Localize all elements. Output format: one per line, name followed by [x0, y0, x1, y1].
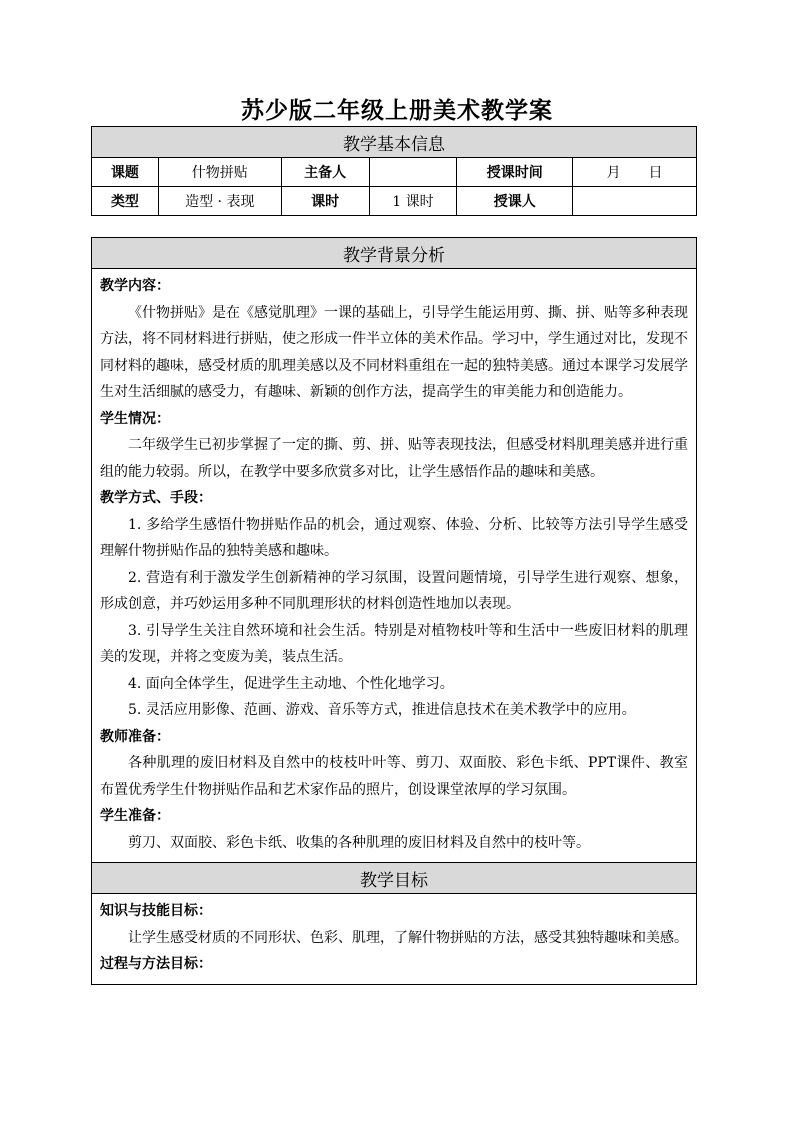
- method-label: 教学方式、手段：: [100, 490, 212, 506]
- background-content: [92, 269, 697, 863]
- basic-info-table: [91, 126, 697, 216]
- content-text: 《什物拼贴》是在《感觉肌理》一课的基础上，引导学生能运用剪、撕、拼、贴等多种表现方法，将不同材料进行拼贴，使之形成一件半立体的美术作品。学习中，学生通过对比，发现不同材料的趣味，感受材质的肌理美感以及不同材料重组在一起的独特美感。通过本课学习发展学生对生活细腻的感受力，有趣味、新颖的创作方法，提高学生的审美能力和创造能力。: [100, 304, 688, 400]
- method-item: 3. 引导学生关注自然环境和社会生活。特别是对植物枝叶等和生活中一些废旧材料的肌理美的发现，并将之变废为美，装点生活。: [100, 622, 688, 665]
- background-table: [91, 237, 697, 985]
- basic-info-header: 教学基本信息: [92, 127, 697, 158]
- preparer-label: 主备人: [281, 158, 369, 187]
- process-label: 过程与方法目标：: [100, 956, 212, 972]
- knowledge-label: 知识与技能目标：: [100, 903, 212, 919]
- time-label: 授课时间: [457, 158, 573, 187]
- hours-value: 1 课时: [369, 187, 457, 216]
- method-item: 5. 灵活应用影像、范画、游戏、音乐等方式，推进信息技术在美术教学中的应用。: [128, 702, 636, 718]
- knowledge-text: 让学生感受材质的不同形状、色彩、肌理，了解什物拼贴的方法，感受其独特趣味和美感。: [128, 929, 688, 946]
- teacher-prep-label: 教师准备：: [100, 728, 170, 745]
- method-item: 2. 营造有利于激发学生创新精神的学习氛围，设置问题情境，引导学生进行观察、想象，形成创意，并巧妙运用多种不同肌理形状的材料创造性地加以表现。: [100, 569, 688, 612]
- content-label: 教学内容：: [100, 278, 170, 294]
- goals-header: 教学目标: [92, 863, 697, 894]
- hours-label: 课时: [281, 187, 369, 216]
- page-title: 苏少版二年级上册美术教学案: [241, 98, 553, 124]
- student-prep-label: 学生准备：: [100, 808, 170, 824]
- preparer-value: [369, 158, 457, 187]
- student-text: 二年级学生已初步掌握了一定的撕、剪、拼、贴等表现技法，但感受材料肌理美感并进行重组的能力较弱。所以，在教学中要多欣赏多对比，让学生感悟作品的趣味和美感。: [100, 437, 688, 480]
- goals-content: [92, 894, 697, 985]
- topic-value: 什物拼贴: [158, 158, 281, 187]
- method-item: 1. 多给学生感悟什物拼贴作品的机会，通过观察、体验、分析、比较等方法引导学生感受理解什物拼贴作品的独特美感和趣味。: [100, 516, 688, 559]
- teacher-prep-text: 各种肌理的废旧材料及自然中的枝枝叶叶等、剪刀、双面胶、彩色卡纸、PPT课件、教室布置优秀学生什物拼贴作品和艺术家作品的照片，创设课堂浓厚的学习氛围。: [100, 755, 688, 798]
- student-label: 学生情况：: [100, 410, 170, 427]
- type-value: 造型 · 表现: [158, 187, 281, 216]
- topic-label: 课题: [92, 158, 159, 187]
- time-value: 月 日: [573, 158, 697, 187]
- teacher-value: [573, 187, 697, 216]
- type-label: 类型: [92, 187, 159, 216]
- student-prep-text: 剪刀、双面胶、彩色卡纸、收集的各种肌理的废旧材料及自然中的枝叶等。: [128, 834, 590, 851]
- background-header: 教学背景分析: [92, 238, 697, 269]
- teacher-label: 授课人: [457, 187, 573, 216]
- method-item: 4. 面向全体学生，促进学生主动地、个性化地学习。: [128, 675, 454, 692]
